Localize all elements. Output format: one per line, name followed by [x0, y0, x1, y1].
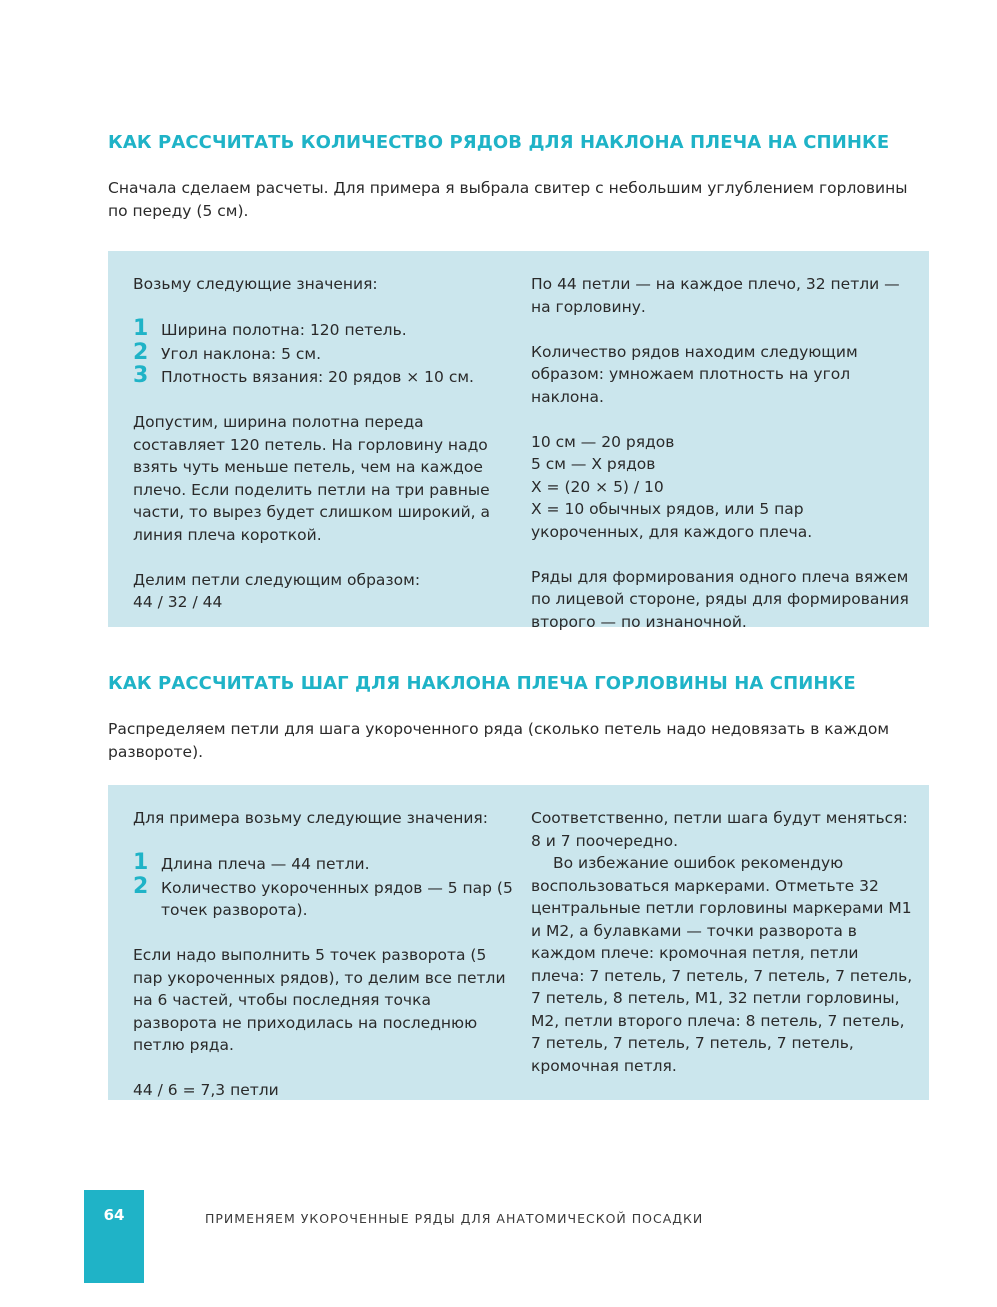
- list-text: Количество укороченных рядов — 5 пар (5 точек разворота).: [161, 878, 513, 919]
- list-number: 1: [133, 316, 149, 341]
- list-text: Длина плеча — 44 петли.: [161, 855, 370, 873]
- section1-intro: Сначала сделаем расчеты. Для примера я выбрала свитер с небольшим углублением горловины по переду (5 см).: [108, 179, 908, 220]
- division-lead: Делим петли следующим образом:: [133, 570, 421, 589]
- list-item: [133, 365, 513, 389]
- step-formula: 44 / 6 = 7,3 петли: [133, 1081, 279, 1099]
- section2-left-column: [133, 807, 513, 1102]
- calc-line: X = 10 обычных рядов, или 5 пар укороченных, для каждого плеча.: [531, 500, 813, 541]
- list-item: [133, 339, 513, 366]
- calc-line: 10 см — 20 рядов: [531, 432, 675, 451]
- step-paragraph: Соответственно, петли шага будут меняться: 8 и 7 поочередно.: [531, 809, 908, 850]
- values-lead: Возьму следующие значения:: [133, 275, 378, 293]
- section2-panel: [108, 785, 929, 1100]
- section1-panel: [108, 251, 929, 631]
- values-lead: Для примера возьму следующие значения:: [133, 809, 488, 827]
- division-formula: 44 / 32 / 44: [133, 593, 223, 611]
- list-number: 2: [133, 339, 149, 365]
- running-title: ПРИМЕНЯЕМ УКОРОЧЕННЫЕ РЯДЫ ДЛЯ АНАТОМИЧЕСКОЙ ПОСАДКИ: [205, 1211, 704, 1226]
- section1-heading: КАК РАССЧИТАТЬ КОЛИЧЕСТВО РЯДОВ ДЛЯ НАКЛОНА ПЛЕЧА НА СПИНКЕ: [108, 132, 890, 153]
- markers-paragraph: Во избежание ошибок рекомендую воспользоваться маркерами. Отметьте 32 центральные петли горловины маркерами М1 и М2, а булавками — точки разворота в каждом плече: кромочная петля, петли плеча: 7 петель, 7 петель, 7 петель, 7 петель, 7 петель, 8 петель, М1, 32 петли горловины, М2, петли второго плеча: 8 петель, 7 петель, 7 петель, 7 петель, 7 петель, 7 петель, кромочная петля.: [531, 854, 913, 1075]
- list-text: Ширина полотна: 120 петель.: [161, 321, 407, 339]
- section2-heading: КАК РАССЧИТАТЬ ШАГ ДЛЯ НАКЛОНА ПЛЕЧА ГОРЛОВИНЫ НА СПИНКЕ: [108, 673, 856, 694]
- turning-points-paragraph: Если надо выполнить 5 точек разворота (5 пар укороченных рядов), то делим все петли на 6 частей, чтобы последняя точка разворота не приходилась на последнюю петлю ряда.: [133, 946, 506, 1054]
- section2-right-column: [531, 807, 916, 1077]
- section1-right-column: [531, 273, 916, 633]
- page-number: 64: [103, 1206, 125, 1224]
- page-number-tab: [84, 1190, 144, 1283]
- width-paragraph: Допустим, ширина полотна переда составляет 120 петель. На горловину надо взять чуть меньше петель, чем на каждое плечо. Если поделить петли на три равные части, то вырез будет слишком широкий, а линия плеча короткой.: [133, 413, 491, 544]
- list-text: Плотность вязания: 20 рядов × 10 см.: [161, 368, 474, 386]
- list-number: 3: [133, 363, 149, 388]
- rows-paragraph: Количество рядов находим следующим образом: умножаем плотность на угол наклона.: [531, 342, 858, 406]
- calc-line: X = (20 × 5) / 10: [531, 477, 664, 496]
- sides-paragraph: Ряды для формирования одного плеча вяжем по лицевой стороне, ряды для формирования второго — по изнаночной.: [531, 567, 909, 631]
- list-item: [133, 873, 513, 922]
- list-number: 2: [133, 873, 149, 899]
- section1-left-column: [133, 273, 513, 614]
- list-number: 1: [133, 850, 149, 875]
- section2-intro: Распределяем петли для шага укороченного ряда (сколько петель надо недовязать в каждом развороте).: [108, 720, 890, 761]
- shoulder-paragraph: По 44 петли — на каждое плечо, 32 петли — на горловину.: [531, 275, 900, 316]
- list-text: Угол наклона: 5 см.: [161, 344, 322, 363]
- list-item: [133, 318, 513, 342]
- list-item: [133, 852, 513, 876]
- calc-line: 5 см — X рядов: [531, 455, 656, 473]
